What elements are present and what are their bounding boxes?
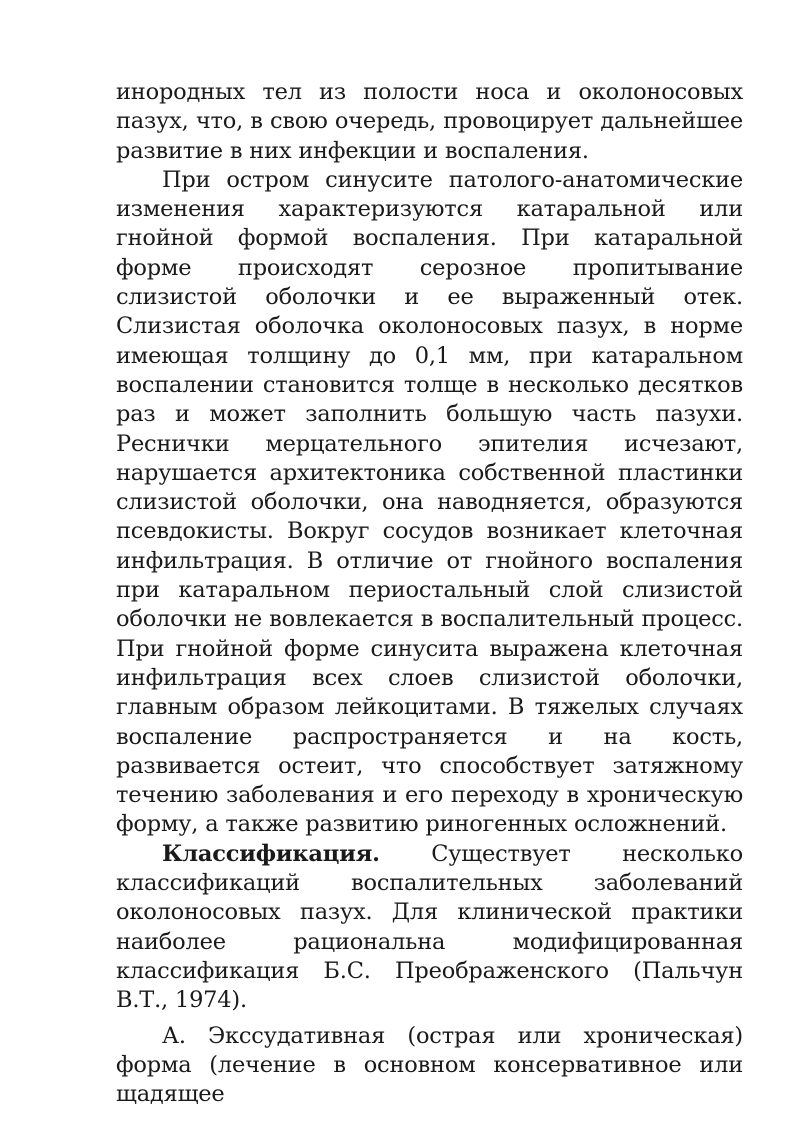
- paragraph-pathology: При остром синусите патолого-анатомические изменения характеризуются катаральной или гнойной формой воспаления. При катаральной форме происходят серозное пропитывание слизистой оболочки и ее выраженный отек. Слизистая оболочка околоносовых пазух, в норме имеющая толщину до 0,1 мм, при катаральном воспалении становится толще в несколько десятков раз и может заполнить большую часть пазухи. Реснички мерцательного эпителия исчезают, нарушается архитектоника собственной пластинки слизистой оболочки, она наводняется, образуются псевдокисты. Вокруг сосудов возникает клеточная инфильтрация. В отличие от гнойного воспаления при катаральном периостальный слой слизистой оболочки не вовлекается в воспалительный процесс. При гнойной форме синусита выражена клеточная инфильтрация всех слоев слизистой оболочки, главным образом лейкоцитами. В тяжелых случаях воспаление распространяется и на кость, развивается остеит, что способствует затяжному течению заболевания и его переходу в хроническую форму, а также развитию риногенных осложнений.: [116, 166, 743, 838]
- paragraph-classification: [116, 840, 743, 1016]
- paragraph-form-a: А. Экссудативная (острая или хроническая) форма (лечение в основном консервативное или щадящее: [116, 1022, 743, 1108]
- classification-text: Существует несколько классификаций воспалительных заболеваний околоносовых пазух. Для клинической практики наиболее рациональна модифицированная классификация Б.С. Преображенского (Пальчун В.Т., 1974).: [116, 840, 743, 1014]
- document-page: [116, 78, 743, 1109]
- paragraph-continuation: инородных тел из полости носа и околоносовых пазух, что, в свою очередь, провоцирует дальнейшее развитие в них инфекции и воспаления.: [116, 79, 743, 164]
- classification-heading: Классификация.: [162, 840, 380, 867]
